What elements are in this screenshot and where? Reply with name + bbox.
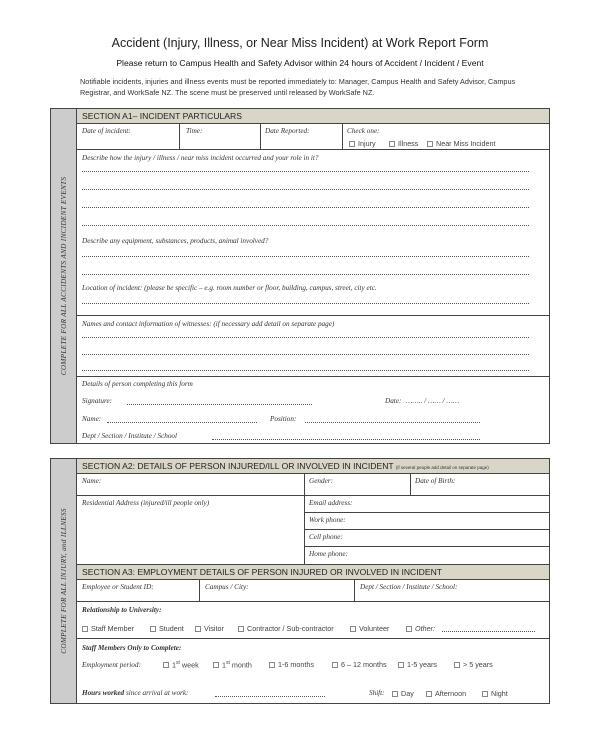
section-a2-header: SECTION A2: DETAILS OF PERSON INJURED/ILL OR INVOLVED IN INCIDENT (if several people add detail on separate page) [77,459,549,474]
description-row [77,150,549,316]
period-1-week-checkbox[interactable]: 1st week [163,660,199,669]
gender-field[interactable]: Gender: [309,477,333,485]
staff-only-label: Staff Members Only to Complete: [82,644,182,652]
visitor-checkbox[interactable]: Visitor [195,624,224,633]
incident-dates-row [77,124,549,150]
form-title: Accident (Injury, Illness, or Near Miss Incident) at Work Report Form [111,36,489,50]
witnesses-label: Names and contact information of witnesses: (if necessary add detail on separate page) [82,320,335,328]
hours-worked-field[interactable] [215,696,325,697]
check-one-group: Check one: Injury Illness Near Miss Incident [342,124,549,149]
name-field[interactable] [107,422,257,423]
employment-dept-field[interactable]: Dept / Section / Institute / School: [360,583,458,591]
side-label-incidents: COMPLETE FOR ALL ACCIDENTS AND INCIDENT EVENTS [51,109,77,443]
equipment-line[interactable] [82,256,529,257]
home-phone-field[interactable]: Home phone: [309,550,348,558]
date-reported-field[interactable]: Date Reported: [265,127,310,135]
email-field[interactable]: Email address: [309,499,353,507]
location-label: Location of incident: (please be specific – e.g. room number or floor, building, campus, street, city etc. [82,284,377,292]
equipment-label: Describe any equipment, substances, products, animal involved? [82,237,269,245]
cell-phone-field[interactable]: Cell phone: [309,533,343,541]
work-phone-field[interactable]: Work phone: [309,516,346,524]
day-shift-checkbox[interactable]: Day [392,689,414,698]
employment-ids-row [77,580,549,602]
equipment-line[interactable] [82,274,529,275]
date-field[interactable]: …….. / …… / …… [406,397,460,405]
witnesses-row [77,316,549,377]
volunteer-checkbox[interactable]: Volunteer [350,624,389,633]
afternoon-shift-checkbox[interactable]: Afternoon [426,689,466,698]
date-of-birth-field[interactable]: Date of Birth: [415,477,456,485]
describe-line[interactable] [82,225,529,226]
position-label: Position: [270,415,297,423]
location-line[interactable] [82,303,529,304]
date-label: Date: [385,397,402,405]
completed-by-section [77,377,549,445]
witnesses-line[interactable] [82,337,529,338]
other-checkbox[interactable]: Other: [406,624,435,633]
night-shift-checkbox[interactable]: Night [482,689,508,698]
person-name-field[interactable]: Name: [82,477,102,485]
period-over-5-years-checkbox[interactable]: > 5 years [454,660,493,669]
person-completing-label: Details of person completing this form [82,380,193,388]
describe-label: Describe how the injury / illness / near miss incident occurred and your role in it? [82,154,319,162]
signature-label: Signature: [82,397,113,405]
side-label-injury: COMPLETE FOR ALL INJURY, and ILLNESS [51,459,77,703]
relationship-label: Relationship to University: [82,606,162,614]
relationship-row [77,602,549,639]
notice-text: Notifiable incidents, injuries and illness events must be reported immediately to: Manager, Campus Health and Safety Advisor, Campus Registrar, and WorkSafe NZ. The scene must be preserved until released by WorkSafe NZ. [80,77,516,97]
period-1-6-months-checkbox[interactable]: 1-6 months [269,660,314,669]
section-a3-header: SECTION A3: EMPLOYMENT DETAILS OF PERSON INJURED OR INVOLVED IN INCIDENT [77,565,549,580]
witnesses-line[interactable] [82,354,529,355]
residential-address-field[interactable]: Residential Address (injured/ill people only) [82,499,210,507]
illness-checkbox[interactable]: Illness [389,139,418,148]
date-of-incident-field[interactable]: Date of incident: [82,127,131,135]
contact-row [77,496,549,565]
time-field[interactable]: Time: [186,127,203,135]
other-field[interactable] [442,631,535,632]
staff-only-section [77,639,549,705]
campus-city-field[interactable]: Campus / City: [205,583,249,591]
dept-field[interactable] [212,439,480,440]
describe-line[interactable] [82,171,529,172]
employee-id-field[interactable]: Employee or Student ID: [82,583,154,591]
dept-label: Dept / Section / Institute / School [82,432,178,440]
shift-label: Shift: [369,689,385,697]
injured-person-block [50,458,550,704]
injury-checkbox[interactable]: Injury [349,139,376,148]
form-subtitle: Please return to Campus Health and Safety Advisor within 24 hours of Accident / Incident / Event [116,58,484,68]
period-1-month-checkbox[interactable]: 1st month [213,660,252,669]
incident-block [50,108,550,444]
period-6-12-months-checkbox[interactable]: 6 – 12 months [332,660,387,669]
witnesses-line[interactable] [82,370,529,371]
student-checkbox[interactable]: Student [150,624,184,633]
describe-line[interactable] [82,189,529,190]
describe-line[interactable] [82,207,529,208]
employment-period-label: Employment period: [82,661,141,669]
hours-worked-label: Hours worked since arrival at work: [82,689,189,697]
section-a1-header: SECTION A1– INCIDENT PARTICULARS [77,109,549,124]
near-miss-checkbox[interactable]: Near Miss Incident [427,139,496,148]
person-name-row [77,474,549,496]
period-1-5-years-checkbox[interactable]: 1-5 years [398,660,437,669]
signature-field[interactable] [127,404,312,405]
staff-member-checkbox[interactable]: Staff Member [82,624,134,633]
name-label: Name: [82,415,102,423]
contractor-checkbox[interactable]: Contractor / Sub-contractor [238,624,334,633]
position-field[interactable] [305,422,480,423]
